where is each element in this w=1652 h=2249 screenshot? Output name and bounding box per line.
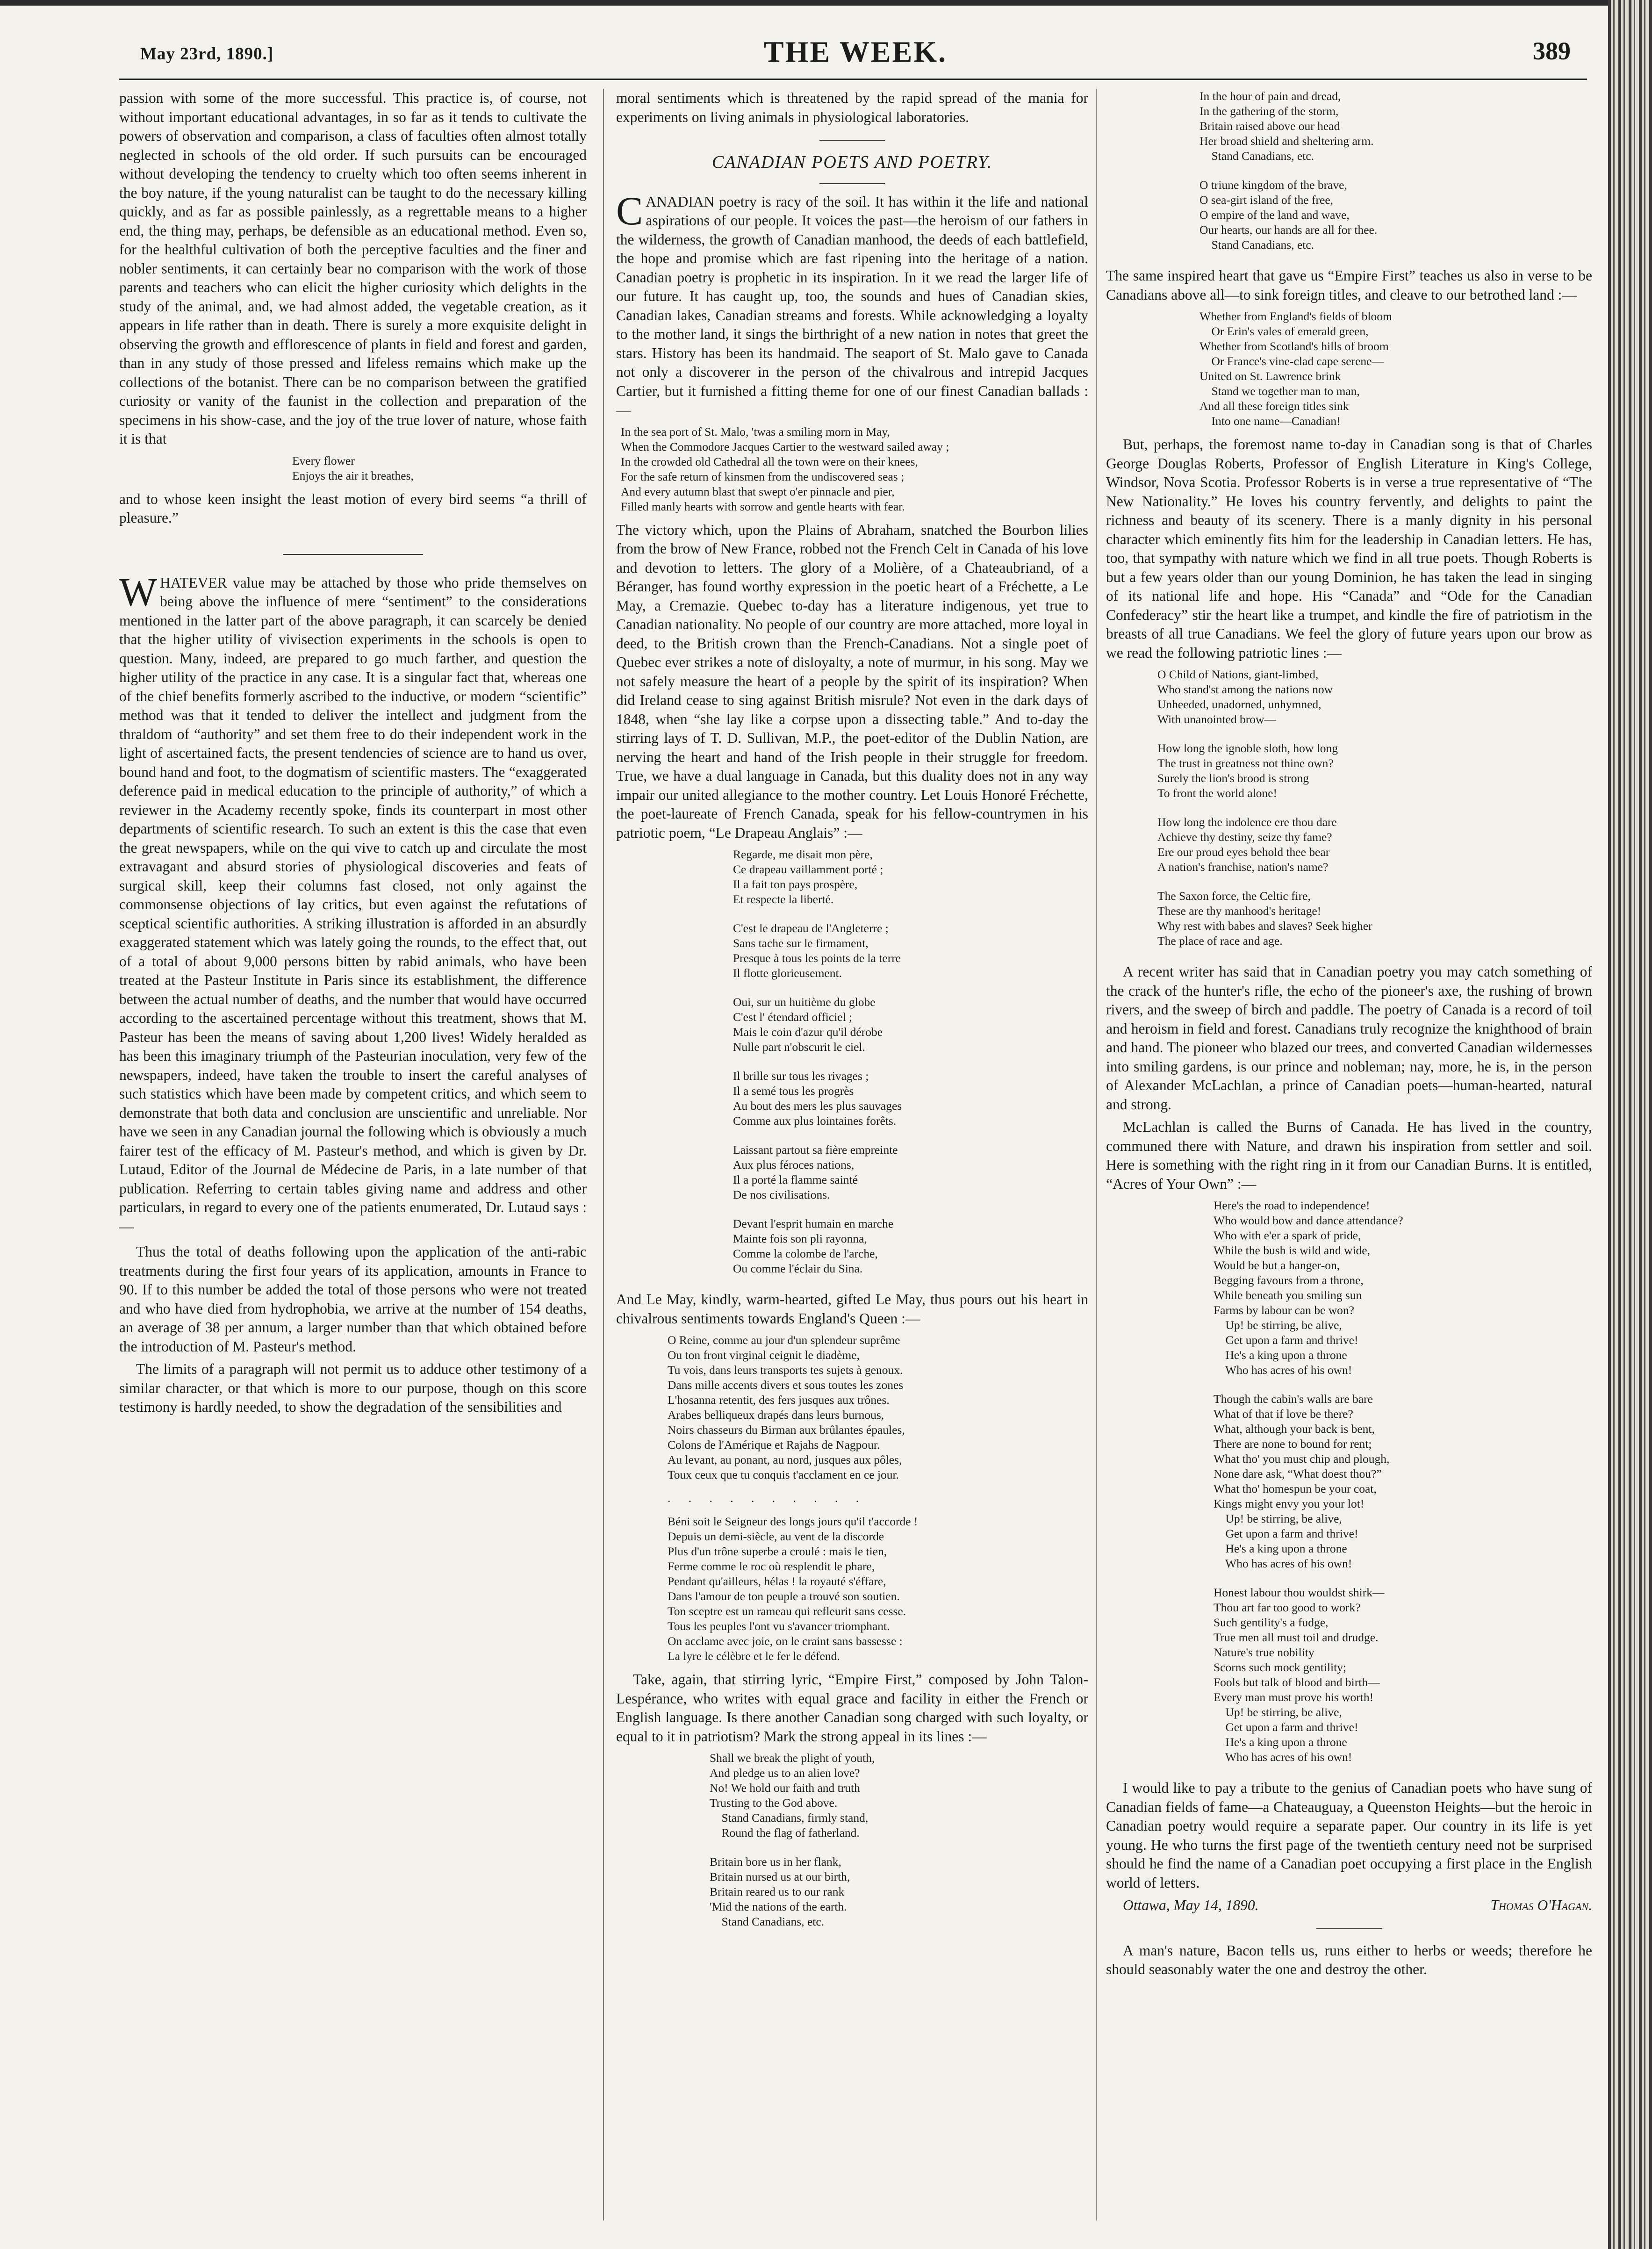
paragraph: and to whose keen insight the least motion of every bird seems “a thrill of pleasure.”: [119, 490, 587, 526]
verse-line: O empire of the land and wave,: [1199, 208, 1350, 222]
stanza: [616, 847, 1088, 907]
verse-line: Depuis un demi-siècle, au vent de la discorde: [668, 1530, 884, 1543]
verse-line: Ton sceptre est un rameau qui refleurit sans cesse.: [668, 1604, 906, 1618]
stanza: [1106, 815, 1592, 875]
verse-line: While the bush is wild and wide,: [1214, 1243, 1370, 1257]
verse-line: Surely the lion's brood is strong: [1157, 771, 1309, 785]
verse-line: In the gathering of the storm,: [1199, 104, 1339, 118]
verse-line: Farms by labour can be won?: [1214, 1303, 1354, 1317]
stanza: [616, 1142, 1088, 1202]
section-separator: [819, 140, 885, 141]
verse-line: Get upon a farm and thrive!: [1214, 1527, 1358, 1540]
verse-line: Il brille sur tous les rivages ;: [733, 1069, 869, 1083]
paragraph-dropcap: [119, 569, 587, 1236]
stanza: [616, 1216, 1088, 1276]
verse-line: And every autumn blast that swept o'er pinnacle and pier,: [621, 484, 895, 498]
page-header: [140, 32, 1571, 74]
paragraph: A recent writer has said that in Canadian poetry you may catch something of the crack of the hunter's rifle, the echo of the pioneer's axe, the rushing of brown rivers, and the sweep of birch and paddle. The poetry of Canada is a record of toil and heroism in field and forest. Canadians truly recognize the knighthood of brain and hand. The pioneer who blazed our trees, and converted Canadian wildernesses into smiling gardens, is our prince and nobleman; nay, more, he is, in the person of Alexander McLachlan, a prince of Canadian poets—human-hearted, natural and strong.: [1106, 963, 1592, 1113]
verse-line: Sans tache sur le firmament,: [733, 936, 869, 950]
verse-line: While beneath you smiling sun: [1214, 1288, 1362, 1302]
verse-line: Who has acres of his own!: [1214, 1557, 1352, 1570]
verse-line: De nos civilisations.: [733, 1188, 830, 1201]
verse-line: Unheeded, unadorned, unhymned,: [1157, 697, 1322, 711]
verse-line: Stand we together man to man,: [1199, 384, 1360, 398]
issue-date: May 23rd, 1890.]: [140, 44, 274, 64]
verse-line: How long the indolence ere thou dare: [1157, 815, 1337, 829]
stanza: [616, 921, 1088, 981]
verse-line: To front the world alone!: [1157, 786, 1277, 800]
verse-line: Ce drapeau vaillamment porté ;: [733, 862, 883, 876]
verse-line: Laissant partout sa fière empreinte: [733, 1143, 898, 1157]
binding-gutter: [1608, 0, 1652, 2249]
verse-line: United on St. Lawrence brink: [1199, 369, 1341, 383]
stanza: [1106, 741, 1592, 801]
stanza: [616, 1069, 1088, 1128]
verse-line: Noirs chasseurs du Birman aux brûlantes épaules,: [668, 1423, 905, 1437]
verse-quote: [1106, 309, 1592, 429]
verse-line: On acclame avec joie, on le craint sans bassesse :: [668, 1634, 903, 1648]
verse-line: Béni soit le Seigneur des longs jours qu'il t'accorde !: [668, 1515, 918, 1528]
verse-line: None dare ask, “What doest thou?”: [1214, 1467, 1382, 1480]
page-number: 389: [1533, 37, 1571, 65]
paragraph-dropcap: [616, 188, 1088, 420]
verse-line: Stand Canadians, etc.: [1199, 149, 1314, 163]
section-separator: [283, 554, 423, 555]
section-separator: [819, 183, 885, 184]
verse-line: For the safe return of kinsmen from the undiscovered seas ;: [621, 469, 905, 483]
verse-line: Et respecte la liberté.: [733, 892, 834, 906]
verse-line: What, although your back is bent,: [1214, 1422, 1375, 1436]
stanza: [1106, 889, 1592, 948]
verse-line: Britain reared us to our rank: [710, 1885, 845, 1898]
quoted-paragraph: Thus the total of deaths following upon the application of the anti-rabic treatments during the first four years of its application, amounts in France to 90. If to this number be added the total of those persons who were not treated and who have died from hydrophobia, we arrive at the number of 154 deaths, an average of 38 per annum, a larger number than that which obtained before the introduction of M. Pasteur's method.: [119, 1243, 587, 1355]
verse-line: Her broad shield and sheltering arm.: [1199, 134, 1374, 148]
verse-line: What tho' homespun be your coat,: [1214, 1482, 1377, 1495]
paragraph: I would like to pay a tribute to the genius of Canadian poets who have sung of Canadian fields of fame—a Chateauguay, a Queenston Heights—but the heroic in Canadian poetry would require a separate paper. Our country in its life is yet young. He who turns the first page of the twentieth century need not be surprised should he find the name of a Canadian poet occupying a first place in the English world of letters.: [1106, 1780, 1592, 1891]
verse-line: O triune kingdom of the brave,: [1199, 178, 1347, 192]
verse-line: He's a king upon a throne: [1214, 1348, 1347, 1362]
author-signature: Thomas O'Hagan.: [1490, 1897, 1592, 1913]
verse-line: Il a semé tous les progrès: [733, 1084, 854, 1098]
verse-line: Il flotte glorieusement.: [733, 966, 842, 980]
verse-line: Britain raised above our head: [1199, 119, 1340, 133]
paragraph: passion with some of the more successful. This practice is, of course, not without important educational advantages, in so far as it tends to cultivate the powers of observation and comparison, a class of faculties often almost totally neglected in schools of the old order. If such pursuits can be encouraged without developing the tendency to cruelty which too often seems inherent in the boy nature, if the young naturalist can be taught to do the necessary killing quickly, and as far as possible painlessly, as a regrettable means to a higher end, the thing may, perhaps, be defensible as an educational method. Even so, for the healthful cultivation of both the perceptive faculties and the finer and nobler sentiments, it can certainly bear no comparison with the work of those parents and teachers who can elicit the higher curiosity which delights in the study of the animal, and, we had almost added, the vegetable creation, as it appears in life rather than in death. There is surely a more exquisite delight in observing the growth and efflorescence of plants in field and forest and garden, than in any study of those pressed and lifeless remains which make up the collections of the botanist. There can be no comparison between the gratified curiosity or vanity of the faunist in the collection and preparation of the specimens in his show-case, and the joy of the true lover of nature, whose faith it is that: [119, 90, 587, 447]
verse-line: Get upon a farm and thrive!: [1214, 1720, 1358, 1734]
verse-line: Why rest with babes and slaves? Seek higher: [1157, 919, 1372, 933]
verse-line: Stand Canadians, etc.: [1199, 238, 1314, 251]
verse-line: Or France's vine-clad cape serene—: [1199, 354, 1384, 368]
verse-line: There are none to bound for rent;: [1214, 1437, 1372, 1451]
verse-line: Up! be stirring, be alive,: [1214, 1318, 1342, 1332]
verse-line: Trusting to the God above.: [710, 1796, 838, 1810]
verse-line: Aux plus féroces nations,: [733, 1158, 855, 1171]
verse-line: O Child of Nations, giant-limbed,: [1157, 668, 1319, 681]
verse-line: 'Mid the nations of the earth.: [710, 1900, 847, 1913]
column-rule-2: [1096, 89, 1097, 2220]
verse-line: Enjoys the air it breathes,: [292, 468, 414, 482]
verse-line: Stand Canadians, etc.: [710, 1915, 825, 1928]
stanza: [616, 1751, 1088, 1840]
verse-line: Ere our proud eyes behold thee bear: [1157, 845, 1330, 859]
stanza: [1106, 178, 1592, 252]
verse-line: When the Commodore Jacques Cartier to the westward sailed away ;: [621, 439, 949, 453]
verse-line: Such gentility's a fudge,: [1214, 1616, 1329, 1629]
verse-quote: [616, 1333, 1088, 1664]
verse-line: Get upon a farm and thrive!: [1214, 1333, 1358, 1347]
verse-line: Here's the road to independence!: [1214, 1199, 1370, 1212]
verse-quote: [616, 1751, 1088, 1929]
section-separator: [1316, 1928, 1382, 1929]
verse-line: Il a porté la flamme sainté: [733, 1173, 858, 1186]
verse-line: In the sea port of St. Malo, 'twas a smiling morn in May,: [621, 424, 890, 438]
verse-line: Up! be stirring, be alive,: [1214, 1512, 1342, 1525]
verse-line: Filled manly hearts with sorrow and gentle hearts with fear.: [621, 499, 905, 513]
verse-line: La lyre le célèbre et le fer le défend.: [668, 1649, 840, 1663]
verse-line: In the crowded old Cathedral all the town were on their knees,: [621, 454, 918, 468]
verse-line: How long the ignoble sloth, how long: [1157, 741, 1338, 755]
verse-line: Who with e'er a spark of pride,: [1214, 1229, 1361, 1242]
signature-line: [1106, 1896, 1592, 1915]
verse-line: Regarde, me disait mon père,: [733, 848, 873, 861]
column-2: [616, 89, 1088, 1943]
stanza: [1106, 667, 1592, 727]
verse-line: Arabes belliqueux drapés dans leurs burnous,: [668, 1408, 884, 1422]
paragraph: But, perhaps, the foremost name to-day in Canadian song is that of Charles George Douglas Roberts, Professor of English Literature in King's College, Windsor, Nova Scotia. Professor Roberts is in verse a true representative of “The New Nationality.” He loves his country fervently, and delights to paint the richness and beauty of its scenery. There is a manly dignity in his personal character which eminently fits him for the leadership in Canadian letters. He has, too, that sympathy with nature which we find in all true poets. Though Roberts is but a few years older than our young Dominion, he has taken the lead in singing of its national life and hope. His “Canada” and “Ode for the Canadian Confederacy” stir the heart like a trumpet, and kindle the fire of patriotism in the breasts of all true Canadians. We feel the glory of future years upon our brow as we read the following patriotic lines :—: [1106, 436, 1592, 661]
verse-line: Would be but a hanger-on,: [1214, 1258, 1340, 1272]
verse-line: Who has acres of his own!: [1214, 1750, 1352, 1764]
verse-line: Au bout des mers les plus sauvages: [733, 1099, 902, 1113]
verse-line: Colons de l'Amérique et Rajahs de Nagpour.: [668, 1438, 880, 1451]
verse-line: No! We hold our faith and truth: [710, 1781, 860, 1795]
verse-line: Whether from Scotland's hills of broom: [1199, 339, 1389, 353]
paragraph: The victory which, upon the Plains of Abraham, snatched the Bourbon lilies from the brow of New France, robbed not the French Celt in Canada of his love and devotion to letters. The glory of a Molière, of a Chateaubriand, of a Béranger, has found worthy expression in the poetic heart of a Fréchette, a Le May, a Cremazie. Quebec to-day has a literature indigenous, yet true to Canadian nationality. No people of our country are more attached, more loyal in deed, to the British crown than the French-Canadians. Not a single poet of Quebec ever strikes a note of disloyalty, a note of murmur, in his song. May we not safely measure the heart of a people by the spirit of its inspiration? When did Ireland cease to sing against British misrule? Not even in the dark days of 1848, when “she lay like a corpse upon a dissecting table.” And to-day the stirring lays of T. D. Sullivan, M.P., the poet-editor of the Dublin Nation, are nerving the heart and hand of the Irish people in their struggle for freedom. True, we have a dual language in Canada, but this duality does not in any way impair our united allegiance to the mother country. Let Louis Honoré Fréchette, the poet-laureate of French Canada, speak for his fellow-countrymen in his patriotic poem, “Le Drapeau Anglais” :—: [616, 521, 1088, 841]
verse-line: He's a king upon a throne: [1214, 1542, 1347, 1555]
verse-line: Whether from England's fields of bloom: [1199, 309, 1392, 323]
verse-line: Presque à tous les points de la terre: [733, 951, 901, 965]
verse-line: Begging favours from a throne,: [1214, 1273, 1364, 1287]
verse-quote: [1106, 667, 1592, 948]
verse-line: Ferme comme le roc où resplendit le phare,: [668, 1559, 875, 1573]
verse-quote: [1106, 89, 1592, 252]
verse-line: Though the cabin's walls are bare: [1214, 1392, 1373, 1406]
verse-line: Comme la colombe de l'arche,: [733, 1247, 878, 1260]
verse-line: Thou art far too good to work?: [1214, 1601, 1361, 1614]
verse-line: Who has acres of his own!: [1214, 1363, 1352, 1377]
paragraph: McLachlan is called the Burns of Canada. He has lived in the country, communed there with Nature, and drawn his inspiration from settler and soil. Here is something with the right ring in it from our Canadian Burns. It is entitled, “Acres of Your Own” :—: [1106, 1119, 1592, 1192]
verse-line: Round the flag of fatherland.: [710, 1826, 860, 1839]
column-3: [1106, 89, 1592, 1983]
verse-line: Devant l'esprit humain en marche: [733, 1217, 894, 1230]
verse-line: Who stand'st among the nations now: [1157, 683, 1333, 696]
verse-line: Britain bore us in her flank,: [710, 1855, 841, 1868]
verse-line: Scorns such mock gentility;: [1214, 1660, 1347, 1674]
verse-line: Honest labour thou wouldst shirk—: [1214, 1586, 1385, 1599]
verse-line: O sea-girt island of the free,: [1199, 193, 1334, 207]
verse-line: Toux ceux que tu conquis t'acclament en ce jour.: [668, 1468, 899, 1481]
verse-line: Our hearts, our hands are all for thee.: [1199, 223, 1378, 237]
verse-line: O Reine, comme au jour d'un splendeur suprême: [668, 1333, 900, 1347]
verse-line: Up! be stirring, be alive,: [1214, 1705, 1342, 1719]
verse-line: True men all must toil and drudge.: [1214, 1631, 1379, 1644]
article-title: CANADIAN POETS AND POETRY.: [711, 152, 993, 172]
drop-cap: C: [616, 188, 643, 233]
paragraph: The same inspired heart that gave us “Empire First” teaches us also in verse to be Canadians above all—to sink foreign titles, and cleave to our betrothed land :—: [1106, 267, 1592, 303]
verse-line: And all these foreign titles sink: [1199, 399, 1349, 413]
paragraph-text: HATEVER value may be attached by those who pride themselves on being above the influence of mere “sentiment” to the considerations mentioned in the latter part of the above paragraph, it can scarcely be denied that the higher utility of vivisection experiments in the schools is open to question. Many, indeed, are prepared to go much farther, and question the higher utility of the practice in any case. It is a singular fact that, whereas one of the chief benefits formerly ascribed to the inductive, or modern “scientific” method was that it tended to deliver the intellect and judgment from the thraldom of “authority” and set them free to do their independent work in the light of ascertained facts, the present tendencies of science are to hand us over, bound hand and foot, to the dogmatism of scientific masters. The “exaggerated deference paid in medical education to the principle of authority,” of which a reviewer in the Academy recently spoke, finds its counterpart in most other departments of scientific research. To such an extent is this the case that even the great newspapers, while on the qui vive to catch up and circulate the most extravagant and absurd stories of physiological discoveries and feats of surgical skill, keep their columns fast closed, not only against the commonsense objections of lay critics, but even against the refutations of sceptical scientific authorities. A striking illustration is afforded in an absurdly exaggerated statement which was lately going the rounds, to the effect that, out of a total of about 9,000 persons bitten by rabid animals, who have been treated at the Pasteur Institute in Paris since its establishment, the difference between the actual number of deaths, and the number that would have occurred according to the ascertained percentage without this treatment, shows that M. Pasteur has been the means of saving about 1,200 lives! Widely heralded as has been this imaginary triumph of the Pasteurian inoculation, very few of the newspapers, indeed, have taken the trouble to insert the careful analyses of such statistics which have been made by competent critics, and which seem to demonstrate that both data and conclusion are unscientific and unreliable. Nor have we seen in any Canadian journal the following which is obviously a much fairer test of the efficacy of M. Pasteur's method, and which is given by Dr. Lutaud, Editor of the Journal de Médecine de Paris, in a late number of that publication. Referring to certain tables giving name and address and other particulars, in regard to every one of the patients enumerated, Dr. Lutaud says :—: [119, 574, 587, 1235]
stanza: [616, 1854, 1088, 1929]
verse-line: Au levant, au ponant, au nord, jusques aux pôles,: [668, 1453, 902, 1466]
verse-line: Nulle part n'obscurit le ciel.: [733, 1040, 865, 1054]
verse-line: And pledge us to an alien love?: [710, 1766, 860, 1780]
verse-line: Into one name—Canadian!: [1199, 414, 1341, 428]
verse-line: What of that if love be there?: [1214, 1407, 1353, 1421]
verse-line: Fools but talk of blood and birth—: [1214, 1675, 1380, 1689]
verse-line: What tho' you must chip and plough,: [1214, 1452, 1390, 1466]
verse-quote: [616, 847, 1088, 1276]
verse-line: Ou ton front virginal ceignit le diadème,: [668, 1348, 860, 1362]
verse-line: Comme aux plus lointaines forêts.: [733, 1114, 897, 1128]
place-date: Ottawa, May 14, 1890.: [1123, 1897, 1259, 1913]
verse-line: Kings might envy you your lot!: [1214, 1497, 1365, 1510]
verse-line: He's a king upon a throne: [1214, 1735, 1347, 1749]
column-rule-1: [603, 89, 604, 2220]
verse-line: Il a fait ton pays prospère,: [733, 877, 858, 891]
verse-line: Oui, sur un huitième du globe: [733, 995, 876, 1009]
verse-quote: [1106, 1198, 1592, 1765]
verse-line: Mainte fois son pli rayonna,: [733, 1232, 867, 1245]
verse-line: Mais le coin d'azur qu'il dérobe: [733, 1025, 883, 1039]
verse-line: The Saxon force, the Celtic fire,: [1157, 889, 1311, 903]
verse-line: Pendant qu'ailleurs, hélas ! la royauté s'éffare,: [668, 1574, 886, 1588]
paragraph: And Le May, kindly, warm-hearted, gifted Le May, thus pours out his heart in chivalrous sentiments towards England's Queen :—: [616, 1291, 1088, 1327]
paragraph: A man's nature, Bacon tells us, runs either to herbs or weeds; therefore he should seasonably water the one and destroy the other.: [1106, 1942, 1592, 1977]
drop-cap: W: [119, 569, 158, 614]
verse-line: Dans l'amour de ton peuple a trouvé son soutien.: [668, 1589, 900, 1603]
verse-line: Plus d'un trône superbe a croulé : mais le tien,: [668, 1545, 887, 1558]
verse-line: Who would bow and dance attendance?: [1214, 1214, 1403, 1227]
paragraph: The limits of a paragraph will not permit us to adduce other testimony of a similar character, or that which is more to our purpose, though on this score testimony is hardly needed, to show the degradation of the sensibilities and: [119, 1361, 587, 1415]
stanza: [616, 995, 1088, 1055]
verse-line: Shall we break the plight of youth,: [710, 1751, 875, 1765]
paragraph-text: ANADIAN poetry is racy of the soil. It has within it the life and national aspirations of our people. It voices the past—the heroism of our fathers in the wilderness, the growth of Canadian manhood, the deeds of each battlefield, the hope and promise which are fast ripening into the heritage of a nation. Canadian poetry is prophetic in its inspiration. In it we read the larger life of our future. It has caught up, too, the sounds and hues of Canadian skies, Canadian lakes, Canadian streams and forests. While acknowledging a loyalty to the mother land, it sings the birthright of a new nation in notes that greet the stars. History has been its handmaid. The seaport of St. Malo gave to Canada not only a discoverer in the person of the chivalrous and intrepid Jacques Cartier, but it furnished a fitting theme for one of our finest Canadian ballads :—: [616, 193, 1088, 418]
verse-line: A nation's franchise, nation's name?: [1157, 860, 1329, 874]
ellipsis-line: . . . . . . . . . .: [668, 1491, 867, 1505]
verse-line: C'est le drapeau de l'Angleterre ;: [733, 921, 889, 935]
verse-line: Dans mille accents divers et sous toutes les zones: [668, 1378, 904, 1392]
stanza: [1106, 1198, 1592, 1378]
verse-line: In the hour of pain and dread,: [1199, 89, 1341, 103]
verse-line: These are thy manhood's heritage!: [1157, 904, 1322, 918]
stanza: [1106, 89, 1592, 164]
paragraph: Take, again, that stirring lyric, “Empire First,” composed by John Talon-Lespérance, who writes with equal grace and facility in either the French or English language. Is there another Canadian song charged with such loyalty, or equal to it in patriotism? Mark the strong appeal in its lines :—: [616, 1671, 1088, 1745]
verse-quote: [616, 424, 1088, 514]
verse-line: C'est l' étendard officiel ;: [733, 1010, 853, 1024]
paragraph: moral sentiments which is threatened by the rapid spread of the mania for experiments on living animals in physiological laboratories.: [616, 90, 1088, 125]
verse-line: Achieve thy destiny, seize thy fame?: [1157, 830, 1332, 844]
verse-line: The trust in greatness not thine own?: [1157, 756, 1334, 770]
verse-line: L'hosanna retentit, des fers jusques aux trônes.: [668, 1393, 890, 1407]
verse-line: Stand Canadians, firmly stand,: [710, 1811, 869, 1825]
verse-line: Every flower: [292, 453, 355, 467]
stanza: [1106, 1585, 1592, 1765]
verse-line: Ou comme l'éclair du Sina.: [733, 1262, 863, 1275]
verse-quote: [119, 453, 587, 483]
stanza: [1106, 1392, 1592, 1571]
verse-line: Britain nursed us at our birth,: [710, 1870, 850, 1883]
verse-line: The place of race and age.: [1157, 934, 1283, 948]
verse-line: Nature's true nobility: [1214, 1645, 1314, 1659]
verse-line: Tu vois, dans leurs transports tes sujets à genoux.: [668, 1363, 903, 1377]
verse-line: Tous les peuples l'ont vu s'avancer triomphant.: [668, 1619, 890, 1633]
verse-line: Or Erin's vales of emerald green,: [1199, 324, 1369, 338]
header-rule: [119, 79, 1587, 80]
journal-title: THE WEEK.: [763, 35, 948, 68]
verse-line: With unanointed brow—: [1157, 712, 1276, 726]
page-top-band: [0, 0, 1652, 6]
column-1: [119, 89, 587, 1421]
verse-line: Every man must prove his worth!: [1214, 1690, 1374, 1704]
